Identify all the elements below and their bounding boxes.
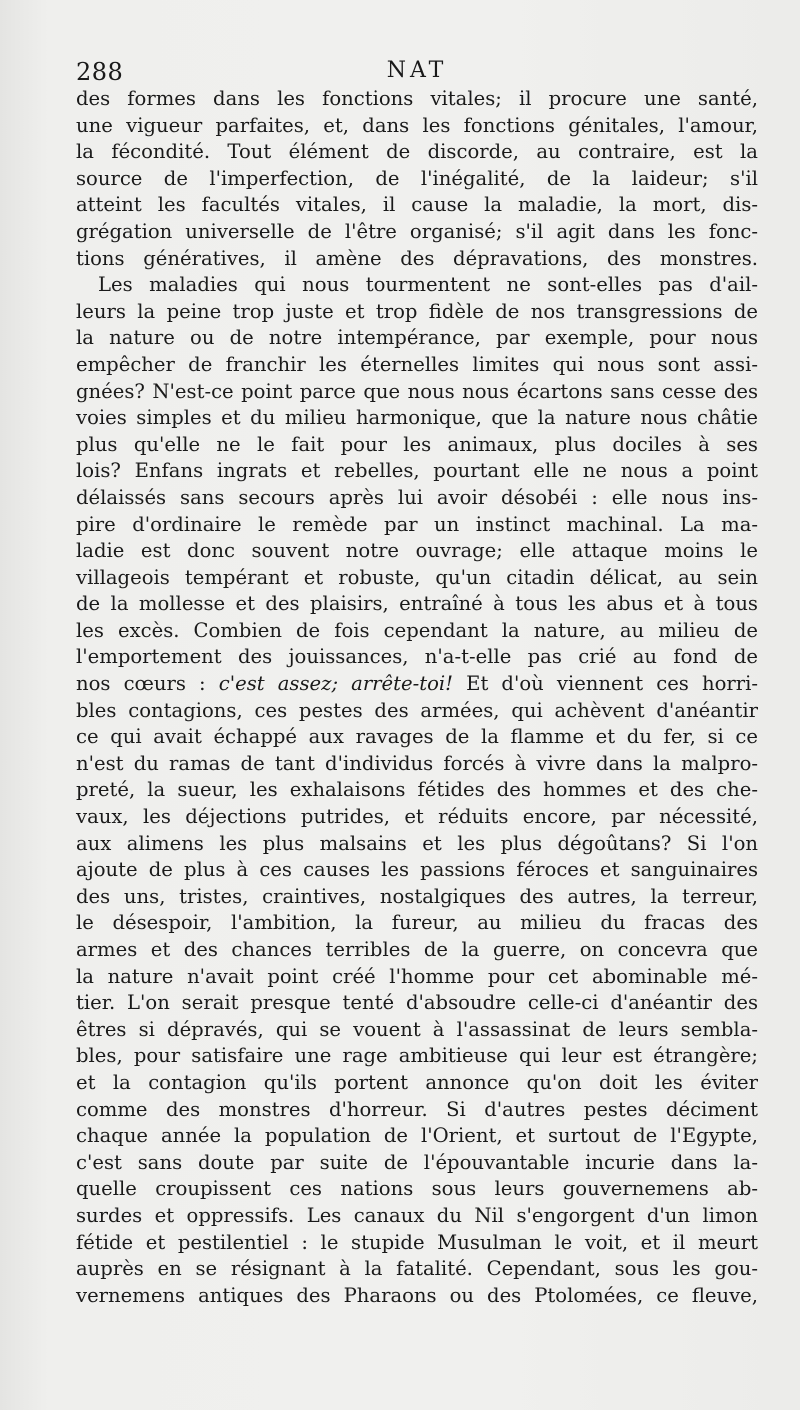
- text-line: l'emportement des jouissances, n'a-t-elle pas crié au fond de: [76, 645, 758, 669]
- text-line: Les maladies qui nous tourmentent ne sont-elles pas d'ail-: [98, 273, 758, 297]
- text-line: la fécondité. Tout élément de discorde, au contraire, est la: [76, 140, 758, 164]
- text-line: auprès en se résignant à la fatalité. Cependant, sous les gou-: [76, 1257, 758, 1281]
- text-line: armes et des chances terribles de la guerre, on concevra que: [76, 938, 758, 961]
- text-line: pire d'ordinaire le remède par un instinct machinal. La ma-: [76, 512, 758, 536]
- text-line: empêcher de franchir les éternelles limites qui nous sont assi-: [76, 352, 758, 376]
- text-line: source de l'imperfection, de l'inégalité, de la laideur; s'il: [76, 166, 758, 190]
- text-line: [76, 671, 758, 698]
- text-line: gnées? N'est-ce point parce que nous nous écartons sans cesse des: [76, 379, 758, 403]
- text-line: délaissés sans secours après lui avoir désobéi : elle nous ins-: [76, 485, 758, 509]
- text-line: une vigueur parfaites, et, dans les fonctions génitales, l'amour,: [76, 113, 758, 137]
- running-title: NAT: [386, 58, 448, 83]
- text-line: voies simples et du milieu harmonique, que la nature nous châtie: [76, 406, 758, 430]
- text-line: ce qui avait échappé aux ravages de la flamme et du fer, si ce: [76, 725, 758, 749]
- text-line: lois? Enfans ingrats et rebelles, pourtant elle ne nous a point: [76, 459, 758, 483]
- text-line: atteint les facultés vitales, il cause la maladie, la mort, dis-: [76, 193, 758, 217]
- page-number: 288: [76, 58, 124, 86]
- body-text: [76, 86, 758, 1309]
- text-line: la nature n'avait point créé l'homme pour cet abominable mé-: [76, 964, 758, 988]
- text-line: c'est sans doute par suite de l'épouvantable incurie dans la-: [76, 1150, 758, 1174]
- line-text-after: Et d'où viennent ces horri-: [453, 672, 758, 696]
- text-line: aux alimens les plus malsains et les plus dégoûtans? Si l'on: [76, 831, 758, 855]
- text-line: le désespoir, l'ambition, la fureur, au milieu du fracas des: [76, 911, 758, 935]
- text-line: et la contagion qu'ils portent annonce qu'on doit les éviter: [76, 1070, 758, 1094]
- text-line: la nature ou de notre intempérance, par exemple, pour nous: [76, 326, 758, 350]
- text-line: ladie est donc souvent notre ouvrage; elle attaque moins le: [76, 539, 758, 563]
- text-line: fétide et pestilentiel : le stupide Musulman le voit, et il meurt: [76, 1230, 758, 1254]
- text-line: des formes dans les fonctions vitales; il procure une santé,: [76, 87, 758, 110]
- text-line: quelle croupissent ces nations sous leurs gouvernemens ab-: [76, 1177, 758, 1201]
- text-line: grégation universelle de l'être organisé; s'il agit dans les fonc-: [76, 219, 758, 243]
- text-line: villageois tempérant et robuste, qu'un citadin délicat, au sein: [76, 565, 758, 589]
- text-line: êtres si dépravés, qui se vouent à l'assassinat de leurs sembla-: [76, 1017, 758, 1041]
- text-line: vaux, les déjections putrides, et réduits encore, par nécessité,: [76, 805, 758, 829]
- text-line: chaque année la population de l'Orient, et surtout de l'Egypte,: [76, 1124, 758, 1148]
- text-line: plus qu'elle ne le fait pour les animaux, plus dociles à ses: [76, 432, 758, 456]
- text-line: preté, la sueur, les exhalaisons fétides des hommes et des che-: [76, 778, 758, 802]
- text-line: bles, pour satisfaire une rage ambitieuse qui leur est étrangère;: [76, 1044, 758, 1068]
- running-head: [76, 58, 758, 88]
- text-line: de la mollesse et des plaisirs, entraîné à tous les abus et à tous: [76, 592, 758, 616]
- line-text-before: nos cœurs :: [76, 672, 219, 696]
- text-line: leurs la peine trop juste et trop fidèle de nos transgressions de: [76, 299, 758, 323]
- text-line: vernemens antiques des Pharaons ou des Ptolomées, ce fleuve,: [76, 1283, 758, 1307]
- text-line: des uns, tristes, craintives, nostalgiques des autres, la terreur,: [76, 884, 758, 908]
- text-line: n'est du ramas de tant d'individus forcés à vivre dans la malpro-: [76, 751, 758, 775]
- text-line: tier. L'on serait presque tenté d'absoudre celle-ci d'anéantir des: [76, 991, 758, 1015]
- text-line: surdes et oppressifs. Les canaux du Nil s'engorgent d'un limon: [76, 1203, 758, 1227]
- text-line: comme des monstres d'horreur. Si d'autres pestes déciment: [76, 1097, 758, 1121]
- text-line: ajoute de plus à ces causes les passions féroces et sanguinaires: [76, 858, 758, 882]
- text-line: les excès. Combien de fois cependant la nature, au milieu de: [76, 618, 758, 642]
- text-line: tions génératives, il amène des dépravations, des monstres.: [76, 246, 758, 270]
- text-line: bles contagions, ces pestes des armées, qui achèvent d'anéantir: [76, 698, 758, 722]
- italic-exclamation: c'est assez; arrête-toi!: [218, 672, 454, 696]
